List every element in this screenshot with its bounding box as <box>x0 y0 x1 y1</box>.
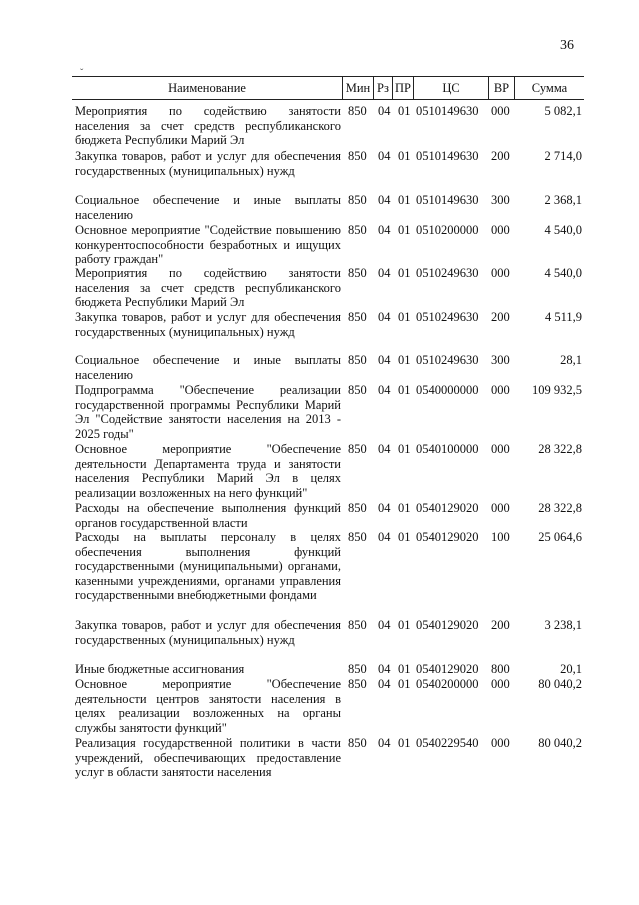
row-cs: 0510200000 <box>416 223 479 237</box>
row-rz: 04 <box>378 383 391 397</box>
row-pr: 01 <box>398 149 411 163</box>
row-cs: 0510249630 <box>416 353 479 367</box>
row-vr: 200 <box>491 310 510 324</box>
row-rz: 04 <box>378 442 391 456</box>
row-rz: 04 <box>378 310 391 324</box>
row-pr: 01 <box>398 266 411 280</box>
row-pr: 01 <box>398 530 411 544</box>
header-min: Мин <box>342 77 373 99</box>
row-pr: 01 <box>398 310 411 324</box>
row-min: 850 <box>348 149 367 163</box>
header-pr: ПР <box>392 77 413 99</box>
header-rz: Рз <box>373 77 392 99</box>
row-min: 850 <box>348 104 367 118</box>
row-pr: 01 <box>398 662 411 676</box>
row-vr: 000 <box>491 677 510 691</box>
row-rz: 04 <box>378 662 391 676</box>
row-cs: 0540200000 <box>416 677 479 691</box>
header-cs: ЦС <box>413 77 488 99</box>
row-vr: 200 <box>491 618 510 632</box>
row-name: Основное мероприятие "Содействие повышению конкурентоспособности безработных и ищущих работу граждан" <box>75 223 341 267</box>
row-name: Основное мероприятие "Обеспечение деятельности центров занятости населения в целях реализации возложенных на органы службы занятости функций" <box>75 677 341 735</box>
row-min: 850 <box>348 266 367 280</box>
row-min: 850 <box>348 223 367 237</box>
row-sum: 80 040,2 <box>538 677 582 691</box>
row-cs: 0510149630 <box>416 104 479 118</box>
row-min: 850 <box>348 530 367 544</box>
row-rz: 04 <box>378 149 391 163</box>
row-rz: 04 <box>378 193 391 207</box>
row-sum: 28,1 <box>560 353 582 367</box>
row-min: 850 <box>348 383 367 397</box>
row-pr: 01 <box>398 223 411 237</box>
row-cs: 0540000000 <box>416 383 479 397</box>
row-pr: 01 <box>398 193 411 207</box>
row-name: Закупка товаров, работ и услуг для обеспечения государственных (муниципальных) нужд <box>75 149 341 178</box>
row-name: Закупка товаров, работ и услуг для обеспечения государственных (муниципальных) нужд <box>75 310 341 339</box>
row-pr: 01 <box>398 501 411 515</box>
row-min: 850 <box>348 618 367 632</box>
row-rz: 04 <box>378 353 391 367</box>
row-min: 850 <box>348 310 367 324</box>
row-vr: 300 <box>491 353 510 367</box>
row-rz: 04 <box>378 530 391 544</box>
row-min: 850 <box>348 353 367 367</box>
row-min: 850 <box>348 193 367 207</box>
row-cs: 0540100000 <box>416 442 479 456</box>
row-sum: 2 714,0 <box>544 149 582 163</box>
row-rz: 04 <box>378 266 391 280</box>
row-name: Социальное обеспечение и иные выплаты населению <box>75 353 341 382</box>
row-cs: 0510249630 <box>416 310 479 324</box>
row-sum: 20,1 <box>560 662 582 676</box>
row-sum: 4 511,9 <box>544 310 582 324</box>
row-sum: 28 322,8 <box>538 501 582 515</box>
row-cs: 0540129020 <box>416 662 479 676</box>
row-sum: 4 540,0 <box>544 223 582 237</box>
row-rz: 04 <box>378 501 391 515</box>
row-name: Подпрограмма "Обеспечение реализации государственной программы Республики Марий Эл "Содействие занятости населения на 2013 - 2025 годы" <box>75 383 341 441</box>
row-pr: 01 <box>398 618 411 632</box>
row-cs: 0510249630 <box>416 266 479 280</box>
row-rz: 04 <box>378 618 391 632</box>
row-vr: 000 <box>491 501 510 515</box>
header-sum: Сумма <box>514 77 584 99</box>
row-min: 850 <box>348 501 367 515</box>
row-pr: 01 <box>398 736 411 750</box>
row-pr: 01 <box>398 677 411 691</box>
row-vr: 100 <box>491 530 510 544</box>
row-pr: 01 <box>398 353 411 367</box>
row-name: Закупка товаров, работ и услуг для обеспечения государственных (муниципальных) нужд <box>75 618 341 647</box>
row-name: Мероприятия по содействию занятости населения за счет средств республиканского бюджета Республики Марий Эл <box>75 266 341 310</box>
row-rz: 04 <box>378 104 391 118</box>
row-sum: 2 368,1 <box>544 193 582 207</box>
row-sum: 3 238,1 <box>544 618 582 632</box>
row-rz: 04 <box>378 677 391 691</box>
row-name: Иные бюджетные ассигнования <box>75 662 245 676</box>
row-name: Мероприятия по содействию занятости населения за счет средств республиканского бюджета Республики Марий Эл <box>75 104 341 148</box>
row-cs: 0510149630 <box>416 193 479 207</box>
row-min: 850 <box>348 442 367 456</box>
row-min: 850 <box>348 736 367 750</box>
row-vr: 000 <box>491 104 510 118</box>
row-vr: 000 <box>491 383 510 397</box>
row-pr: 01 <box>398 104 411 118</box>
row-sum: 25 064,6 <box>538 530 582 544</box>
row-min: 850 <box>348 677 367 691</box>
row-sum: 4 540,0 <box>544 266 582 280</box>
row-cs: 0540229540 <box>416 736 479 750</box>
row-cs: 0540129020 <box>416 530 479 544</box>
row-vr: 000 <box>491 736 510 750</box>
row-name: Социальное обеспечение и иные выплаты населению <box>75 193 341 222</box>
row-rz: 04 <box>378 223 391 237</box>
page-number: 36 <box>560 38 574 53</box>
table-header <box>72 76 584 100</box>
row-pr: 01 <box>398 383 411 397</box>
row-vr: 300 <box>491 193 510 207</box>
row-sum: 28 322,8 <box>538 442 582 456</box>
row-vr: 000 <box>491 442 510 456</box>
row-sum: 5 082,1 <box>544 104 582 118</box>
row-vr: 000 <box>491 266 510 280</box>
header-name: Наименование <box>168 81 246 95</box>
row-name: Основное мероприятие "Обеспечение деятельности Департамента труда и занятости населения Республики Марий Эл в целях реализации возложенных на него функций" <box>75 442 341 500</box>
row-cs: 0540129020 <box>416 618 479 632</box>
row-sum: 80 040,2 <box>538 736 582 750</box>
row-vr: 000 <box>491 223 510 237</box>
row-name: Расходы на выплаты персоналу в целях обеспечения выполнения функций государственными (муниципальными) органами, казенными учреждениями, органами управления государственными внебюджетными фондами <box>75 530 341 603</box>
header-vr: ВР <box>488 77 514 99</box>
row-vr: 800 <box>491 662 510 676</box>
row-min: 850 <box>348 662 367 676</box>
scan-mark: ˇ <box>80 68 84 79</box>
row-pr: 01 <box>398 442 411 456</box>
row-rz: 04 <box>378 736 391 750</box>
row-cs: 0540129020 <box>416 501 479 515</box>
row-cs: 0510149630 <box>416 149 479 163</box>
row-name: Реализация государственной политики в части учреждений, обеспечивающих предоставление услуг в области занятости населения <box>75 736 341 780</box>
row-sum: 109 932,5 <box>532 383 582 397</box>
row-vr: 200 <box>491 149 510 163</box>
row-name: Расходы на обеспечение выполнения функций органов государственной власти <box>75 501 341 530</box>
